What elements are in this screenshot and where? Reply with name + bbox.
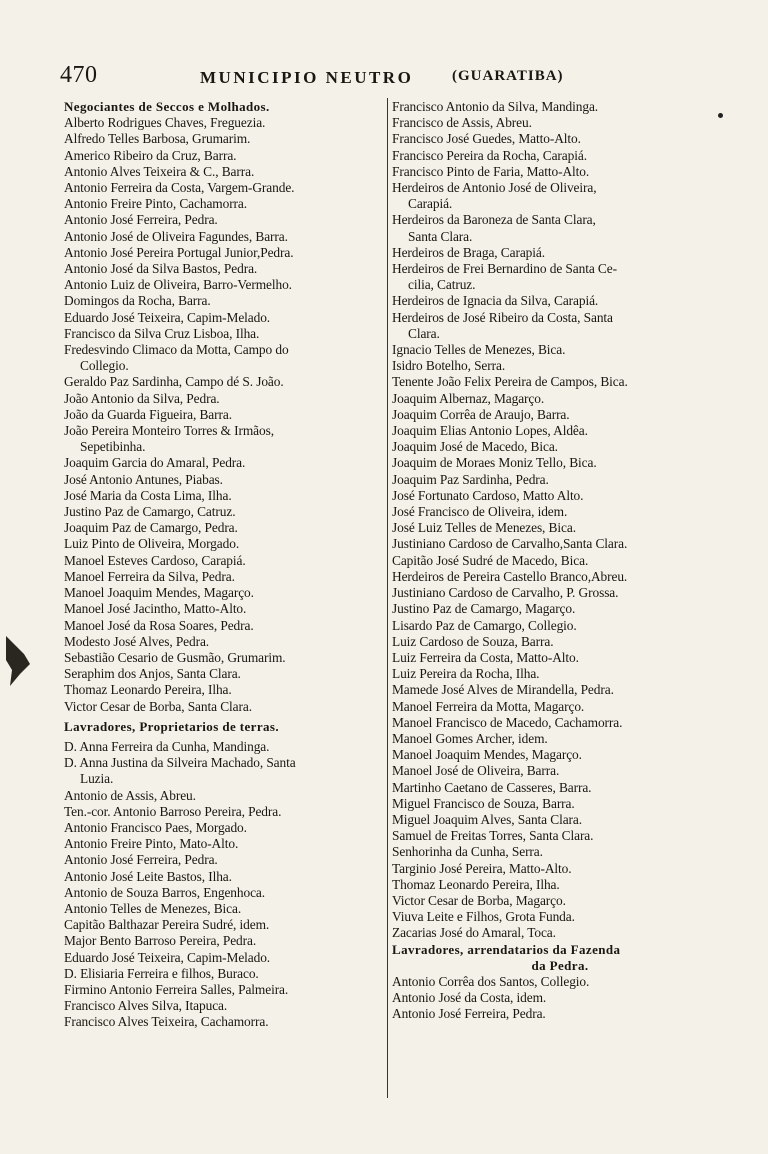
- directory-entry: Joaquim José de Macedo, Bica.: [392, 439, 558, 455]
- entry-continuation: Luzia.: [80, 771, 114, 787]
- directory-entry: Francisco Antonio da Silva, Mandinga.: [392, 99, 599, 114]
- directory-entry: Manoel José Jacintho, Matto-Alto.: [64, 601, 247, 617]
- directory-entry: Alfredo Telles Barbosa, Grumarim.: [64, 131, 251, 147]
- directory-entry: José Antonio Antunes, Piabas.: [64, 471, 223, 487]
- directory-entry: José Maria da Costa Lima, Ilha.: [64, 487, 232, 503]
- directory-entry: Antonio Freire Pinto, Cachamorra.: [64, 196, 248, 212]
- running-title: MUNICIPIO NEUTRO: [200, 68, 414, 87]
- directory-entry: José Fortunato Cardoso, Matto Alto.: [392, 487, 584, 503]
- directory-entry: Antonio José Leite Bastos, Ilha.: [64, 868, 232, 884]
- directory-entry: Manoel José da Rosa Soares, Pedra.: [64, 617, 254, 633]
- column-divider: [387, 98, 388, 1098]
- section-heading: Lavradores, Proprietarios de terras.: [64, 718, 280, 734]
- directory-entry: Francisco Pereira da Rocha, Carapiá.: [392, 147, 587, 163]
- margin-mark-icon: [2, 630, 32, 690]
- directory-entry: Francisco Alves Silva, Itapuca.: [64, 998, 228, 1014]
- directory-entry: Domingos da Rocha, Barra.: [64, 293, 211, 309]
- directory-entry: José Luiz Telles de Menezes, Bica.: [392, 520, 576, 536]
- directory-entry: Martinho Caetano de Casseres, Barra.: [392, 779, 592, 795]
- directory-entry: Joaquim Paz de Camargo, Pedra.: [64, 520, 238, 536]
- directory-entry: Americo Ribeiro da Cruz, Barra.: [64, 147, 237, 163]
- right-column: [392, 99, 710, 1023]
- directory-entry: Thomaz Leonardo Pereira, Ilha.: [392, 876, 560, 892]
- entry-continuation: Collegio.: [80, 358, 129, 374]
- directory-entry: Joaquim Paz Sardinha, Pedra.: [392, 471, 549, 487]
- directory-entry: Antonio Corrêa dos Santos, Collegio.: [392, 973, 590, 989]
- directory-entry: Herdeiros de Frei Bernardino de Santa Ce-: [392, 261, 617, 277]
- directory-entry: D. Anna Ferreira da Cunha, Mandinga.: [64, 738, 270, 754]
- directory-entry: Antonio de Souza Barros, Engenhoca.: [64, 884, 266, 900]
- directory-entry: Miguel Joaquim Alves, Santa Clara.: [392, 811, 582, 827]
- entry-continuation: Carapiá.: [408, 196, 453, 212]
- directory-entry: Isidro Botelho, Serra.: [392, 358, 506, 374]
- directory-entry: Targinio José Pereira, Matto-Alto.: [392, 860, 572, 876]
- directory-entry: Viuva Leite e Filhos, Grota Funda.: [392, 909, 575, 925]
- directory-entry: D. Anna Justina da Silveira Machado, Santa: [64, 755, 296, 771]
- page-number: 470: [60, 62, 98, 88]
- entry-continuation: Clara.: [408, 325, 440, 341]
- directory-entry: Justiniano Cardoso de Carvalho, P. Grossa.: [392, 585, 619, 601]
- ink-dot: [718, 113, 723, 118]
- directory-entry: Antonio José da Costa, idem.: [392, 990, 547, 1006]
- directory-entry: Major Bento Barroso Pereira, Pedra.: [64, 933, 257, 949]
- directory-entry: Joaquim Garcia do Amaral, Pedra.: [64, 455, 246, 471]
- directory-entry: Herdeiros de Pereira Castello Branco,Abreu.: [392, 568, 628, 584]
- directory-entry: Manoel Joaquim Mendes, Magarço.: [392, 747, 582, 763]
- directory-entry: João Antonio da Silva, Pedra.: [64, 390, 220, 406]
- directory-entry: Francisco José Guedes, Matto-Alto.: [392, 131, 581, 147]
- directory-entry: Luiz Pinto de Oliveira, Morgado.: [64, 536, 240, 552]
- page-header: [60, 62, 580, 92]
- directory-entry: Manoel José de Oliveira, Barra.: [392, 763, 560, 779]
- directory-entry: Geraldo Paz Sardinha, Campo dé S. João.: [64, 374, 284, 390]
- directory-entry: Manoel Ferreira da Motta, Magarço.: [392, 698, 585, 714]
- directory-entry: Capitão José Sudré de Macedo, Bica.: [392, 552, 589, 568]
- directory-entry: Justino Paz de Camargo, Magarço.: [392, 601, 576, 617]
- directory-entry: Antonio Telles de Menezes, Bica.: [64, 900, 242, 916]
- directory-entry: Herdeiros de Braga, Carapiá.: [392, 244, 545, 260]
- directory-entry: Antonio José Ferreira, Pedra.: [392, 1006, 546, 1022]
- directory-entry: Miguel Francisco de Souza, Barra.: [392, 795, 575, 811]
- directory-entry: Herdeiros de José Ribeiro da Costa, Santa: [392, 309, 613, 325]
- directory-entry: Herdeiros da Baroneza de Santa Clara,: [392, 212, 596, 228]
- directory-entry: Francisco Alves Teixeira, Cachamorra.: [64, 1014, 269, 1030]
- directory-entry: Capitão Balthazar Pereira Sudré, idem.: [64, 917, 270, 933]
- directory-entry: Seraphim dos Anjos, Santa Clara.: [64, 666, 241, 682]
- directory-entry: Joaquim Albernaz, Magarço.: [392, 390, 545, 406]
- directory-entry: Antonio Ferreira da Costa, Vargem-Grande.: [64, 180, 295, 196]
- directory-entry: Antonio Luiz de Oliveira, Barro-Vermelho.: [64, 277, 292, 293]
- left-column: [64, 99, 386, 1031]
- directory-entry: Manoel Ferreira da Silva, Pedra.: [64, 568, 235, 584]
- directory-entry: Lisardo Paz de Camargo, Collegio.: [392, 617, 577, 633]
- directory-entry: Joaquim de Moraes Moniz Tello, Bica.: [392, 455, 597, 471]
- directory-entry: Antonio José da Silva Bastos, Pedra.: [64, 261, 258, 277]
- directory-entry: Antonio Francisco Paes, Morgado.: [64, 819, 247, 835]
- directory-entry: Antonio José Ferreira, Pedra.: [64, 852, 218, 868]
- directory-entry: Ignacio Telles de Menezes, Bica.: [392, 342, 566, 358]
- directory-entry: Justiniano Cardoso de Carvalho,Santa Clara.: [392, 536, 628, 552]
- directory-entry: Manoel Joaquim Mendes, Magarço.: [64, 585, 254, 601]
- directory-entry: Manoel Esteves Cardoso, Carapiá.: [64, 552, 246, 568]
- directory-entry: Tenente João Felix Pereira de Campos, Bica.: [392, 374, 628, 390]
- directory-entry: Antonio José de Oliveira Fagundes, Barra.: [64, 228, 288, 244]
- directory-entry: Victor Cesar de Borba, Santa Clara.: [64, 698, 252, 714]
- section-heading: Lavradores, arrendatarios da Fazenda: [392, 941, 621, 957]
- directory-entry: Victor Cesar de Borba, Magarço.: [392, 892, 566, 908]
- directory-entry: Francisco de Assis, Abreu.: [392, 115, 532, 131]
- directory-entry: Eduardo José Teixeira, Capim-Melado.: [64, 949, 271, 965]
- directory-entry: Manoel Francisco de Macedo, Cachamorra.: [392, 714, 623, 730]
- directory-entry: Ten.-cor. Antonio Barroso Pereira, Pedra.: [64, 803, 282, 819]
- directory-entry: Herdeiros de Ignacia da Silva, Carapiá.: [392, 293, 599, 309]
- directory-entry: Joaquim Elias Antonio Lopes, Aldêa.: [392, 423, 588, 439]
- directory-entry: Luiz Pereira da Rocha, Ilha.: [392, 666, 540, 682]
- directory-entry: Fredesvindo Climaco da Motta, Campo do: [64, 342, 289, 358]
- directory-entry: Antonio José Ferreira, Pedra.: [64, 212, 218, 228]
- directory-entry: João da Guarda Figueira, Barra.: [64, 406, 232, 422]
- directory-entry: João Pereira Monteiro Torres & Irmãos,: [64, 423, 274, 439]
- directory-entry: Antonio José Pereira Portugal Junior,Pedra.: [64, 244, 294, 260]
- directory-entry: Francisco Pinto de Faria, Matto-Alto.: [392, 163, 590, 179]
- entry-continuation: Sepetibinha.: [80, 439, 146, 455]
- directory-entry: Manoel Gomes Archer, idem.: [392, 730, 548, 746]
- directory-entry: Luiz Cardoso de Souza, Barra.: [392, 633, 554, 649]
- directory-entry: Samuel de Freitas Torres, Santa Clara.: [392, 828, 594, 844]
- directory-entry: Mamede José Alves de Mirandella, Pedra.: [392, 682, 614, 698]
- section-heading: da Pedra.: [531, 957, 589, 973]
- directory-entry: Justino Paz de Camargo, Catruz.: [64, 504, 236, 520]
- directory-entry: Luiz Ferreira da Costa, Matto-Alto.: [392, 649, 579, 665]
- directory-entry: Antonio de Assis, Abreu.: [64, 787, 196, 803]
- directory-entry: José Francisco de Oliveira, idem.: [392, 504, 568, 520]
- section-heading: Negociantes de Seccos e Molhados.: [64, 99, 270, 114]
- directory-entry: Herdeiros de Antonio José de Oliveira,: [392, 180, 597, 196]
- directory-entry: Antonio Freire Pinto, Mato-Alto.: [64, 836, 239, 852]
- directory-entry: Modesto José Alves, Pedra.: [64, 633, 210, 649]
- directory-entry: Alberto Rodrigues Chaves, Freguezia.: [64, 115, 266, 131]
- directory-entry: Antonio Alves Teixeira & C., Barra.: [64, 163, 255, 179]
- directory-entry: Senhorinha da Cunha, Serra.: [392, 844, 543, 860]
- entry-continuation: Santa Clara.: [408, 228, 473, 244]
- directory-entry: Joaquim Corrêa de Araujo, Barra.: [392, 406, 570, 422]
- directory-entry: Zacarias José do Amaral, Toca.: [392, 925, 556, 941]
- directory-entry: D. Elisiaria Ferreira e filhos, Buraco.: [64, 965, 259, 981]
- directory-entry: Eduardo José Teixeira, Capim-Melado.: [64, 309, 271, 325]
- running-subtitle: (GUARATIBA): [452, 68, 564, 84]
- directory-entry: Francisco da Silva Cruz Lisboa, Ilha.: [64, 325, 260, 341]
- entry-continuation: cilia, Catruz.: [408, 277, 476, 293]
- directory-entry: Firmino Antonio Ferreira Salles, Palmeira.: [64, 981, 289, 997]
- directory-entry: Thomaz Leonardo Pereira, Ilha.: [64, 682, 232, 698]
- directory-entry: Sebastião Cesario de Gusmão, Grumarim.: [64, 649, 286, 665]
